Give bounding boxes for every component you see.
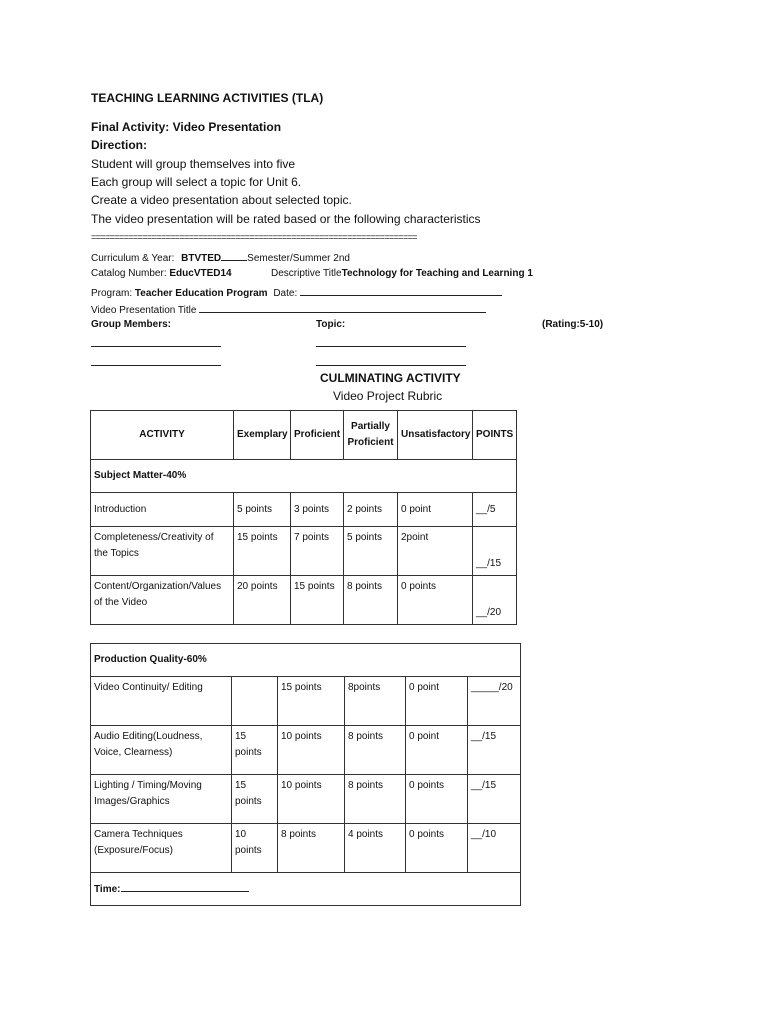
header-unsatisfactory: Unsatisfactory: [398, 411, 473, 460]
activity-cell: Introduction: [91, 493, 234, 527]
points-cell[interactable]: __/10: [468, 824, 521, 873]
direction-line-4: The video presentation will be rated based or the following characteristics: [91, 212, 481, 226]
unsatisfactory-cell: 0 point: [406, 726, 468, 775]
semester-label: Semester/Summer 2nd: [247, 253, 350, 264]
date-blank[interactable]: [300, 285, 502, 296]
descriptive-value: Technology for Teaching and Learning 1: [341, 268, 533, 279]
program-label: Program:: [91, 288, 133, 299]
date-label: Date:: [273, 288, 298, 299]
activity-cell: Video Continuity/ Editing: [91, 677, 232, 726]
time-cell: [91, 873, 521, 906]
header-proficient: Proficient: [291, 411, 344, 460]
catalog-value: EducVTED14: [169, 268, 232, 279]
proficient-cell: 3 points: [291, 493, 344, 527]
points-cell[interactable]: __/15: [468, 775, 521, 824]
partial-cell: 4 points: [345, 824, 406, 873]
group-members-label: Group Members:: [91, 319, 172, 330]
table-row: [91, 677, 521, 726]
table-row: [91, 726, 521, 775]
exemplary-cell: 15 points: [234, 527, 291, 576]
table-header-row: [91, 411, 517, 460]
activity-cell: Audio Editing(Loudness, Voice, Clearness): [91, 726, 232, 775]
partial-cell: 8 points: [345, 775, 406, 824]
group-member-blank-1[interactable]: [91, 338, 221, 347]
subject-matter-table: [90, 410, 517, 625]
points-cell[interactable]: __/20: [473, 576, 517, 625]
unsatisfactory-cell: 0 points: [406, 824, 468, 873]
header-points: POINTS: [473, 411, 517, 460]
subject-matter-section: Subject Matter-40%: [91, 460, 517, 493]
header-activity: ACTIVITY: [91, 411, 234, 460]
catalog-label: Catalog Number:: [91, 268, 167, 279]
partial-cell: 5 points: [344, 527, 398, 576]
time-label: Time:: [94, 883, 121, 895]
proficient-cell: 10 points: [278, 775, 345, 824]
unsatisfactory-cell: 0 points: [398, 576, 473, 625]
partial-cell: 8 points: [345, 726, 406, 775]
partial-cell: 2 points: [344, 493, 398, 527]
time-row: [91, 873, 521, 906]
curriculum-blank[interactable]: [221, 250, 247, 261]
production-quality-section: Production Quality-60%: [91, 644, 521, 677]
descriptive-label: Descriptive Title: [271, 268, 342, 279]
partial-cell: 8 points: [344, 576, 398, 625]
proficient-cell: 10 points: [278, 726, 345, 775]
activity-cell: Lighting / Timing/Moving Images/Graphics: [91, 775, 232, 824]
catalog-line: [91, 268, 232, 279]
program-line: [91, 285, 502, 299]
direction-label: Direction:: [91, 138, 148, 152]
video-title-line: [91, 302, 486, 316]
proficient-cell: 15 points: [291, 576, 344, 625]
section-row: [91, 460, 517, 493]
video-title-blank[interactable]: [199, 302, 486, 313]
proficient-cell: 15 points: [278, 677, 345, 726]
rating-label: (Rating:5-10): [542, 319, 604, 330]
unsatisfactory-cell: 0 points: [406, 775, 468, 824]
table-row: [91, 527, 517, 576]
document-title: TEACHING LEARNING ACTIVITIES (TLA): [91, 91, 324, 105]
topic-label: Topic:: [316, 319, 346, 330]
final-activity: Final Activity: Video Presentation: [91, 120, 282, 134]
exemplary-cell: 20 points: [234, 576, 291, 625]
separator-line: ======================================================================: [91, 232, 417, 242]
topic-blank-2[interactable]: [316, 357, 466, 366]
exemplary-cell: 15 points: [232, 775, 278, 824]
unsatisfactory-cell: 0 point: [406, 677, 468, 726]
group-member-blank-2[interactable]: [91, 357, 221, 366]
proficient-cell: 8 points: [278, 824, 345, 873]
exemplary-cell: 10 points: [232, 824, 278, 873]
curriculum-label: Curriculum & Year:: [91, 253, 175, 264]
table-row: [91, 824, 521, 873]
direction-line-1: Student will group themselves into five: [91, 157, 296, 171]
curriculum-line: [91, 250, 350, 264]
points-cell[interactable]: __/5: [473, 493, 517, 527]
unsatisfactory-cell: 0 point: [398, 493, 473, 527]
table-row: [91, 493, 517, 527]
direction-line-2: Each group will select a topic for Unit 6.: [91, 175, 302, 189]
direction-line-3: Create a video presentation about selected topic.: [91, 193, 352, 207]
proficient-cell: 7 points: [291, 527, 344, 576]
production-quality-table: [90, 643, 521, 906]
table-row: [91, 576, 517, 625]
table-row: [91, 775, 521, 824]
culminating-heading: CULMINATING ACTIVITY: [320, 371, 461, 385]
video-title-label: Video Presentation Title: [91, 305, 197, 316]
activity-cell: Camera Techniques (Exposure/Focus): [91, 824, 232, 873]
activity-cell: Content/Organization/Values of the Video: [91, 576, 234, 625]
curriculum-value: BTVTED: [181, 253, 222, 264]
points-cell[interactable]: _____/20: [468, 677, 521, 726]
points-cell[interactable]: __/15: [473, 527, 517, 576]
points-cell[interactable]: __/15: [468, 726, 521, 775]
header-exemplary: Exemplary: [234, 411, 291, 460]
topic-blank-1[interactable]: [316, 338, 466, 347]
partial-cell: 8points: [345, 677, 406, 726]
program-value: Teacher Education Program: [134, 288, 268, 299]
activity-cell: Completeness/Creativity of the Topics: [91, 527, 234, 576]
descriptive-title-line: [271, 268, 533, 279]
time-blank[interactable]: [121, 881, 249, 892]
exemplary-cell: 5 points: [234, 493, 291, 527]
exemplary-cell: 15 points: [232, 726, 278, 775]
culminating-subheading: Video Project Rubric: [333, 389, 443, 403]
exemplary-cell: [232, 677, 278, 726]
unsatisfactory-cell: 2point: [398, 527, 473, 576]
header-partially-proficient: Partially Proficient: [344, 411, 398, 460]
section-row: [91, 644, 521, 677]
